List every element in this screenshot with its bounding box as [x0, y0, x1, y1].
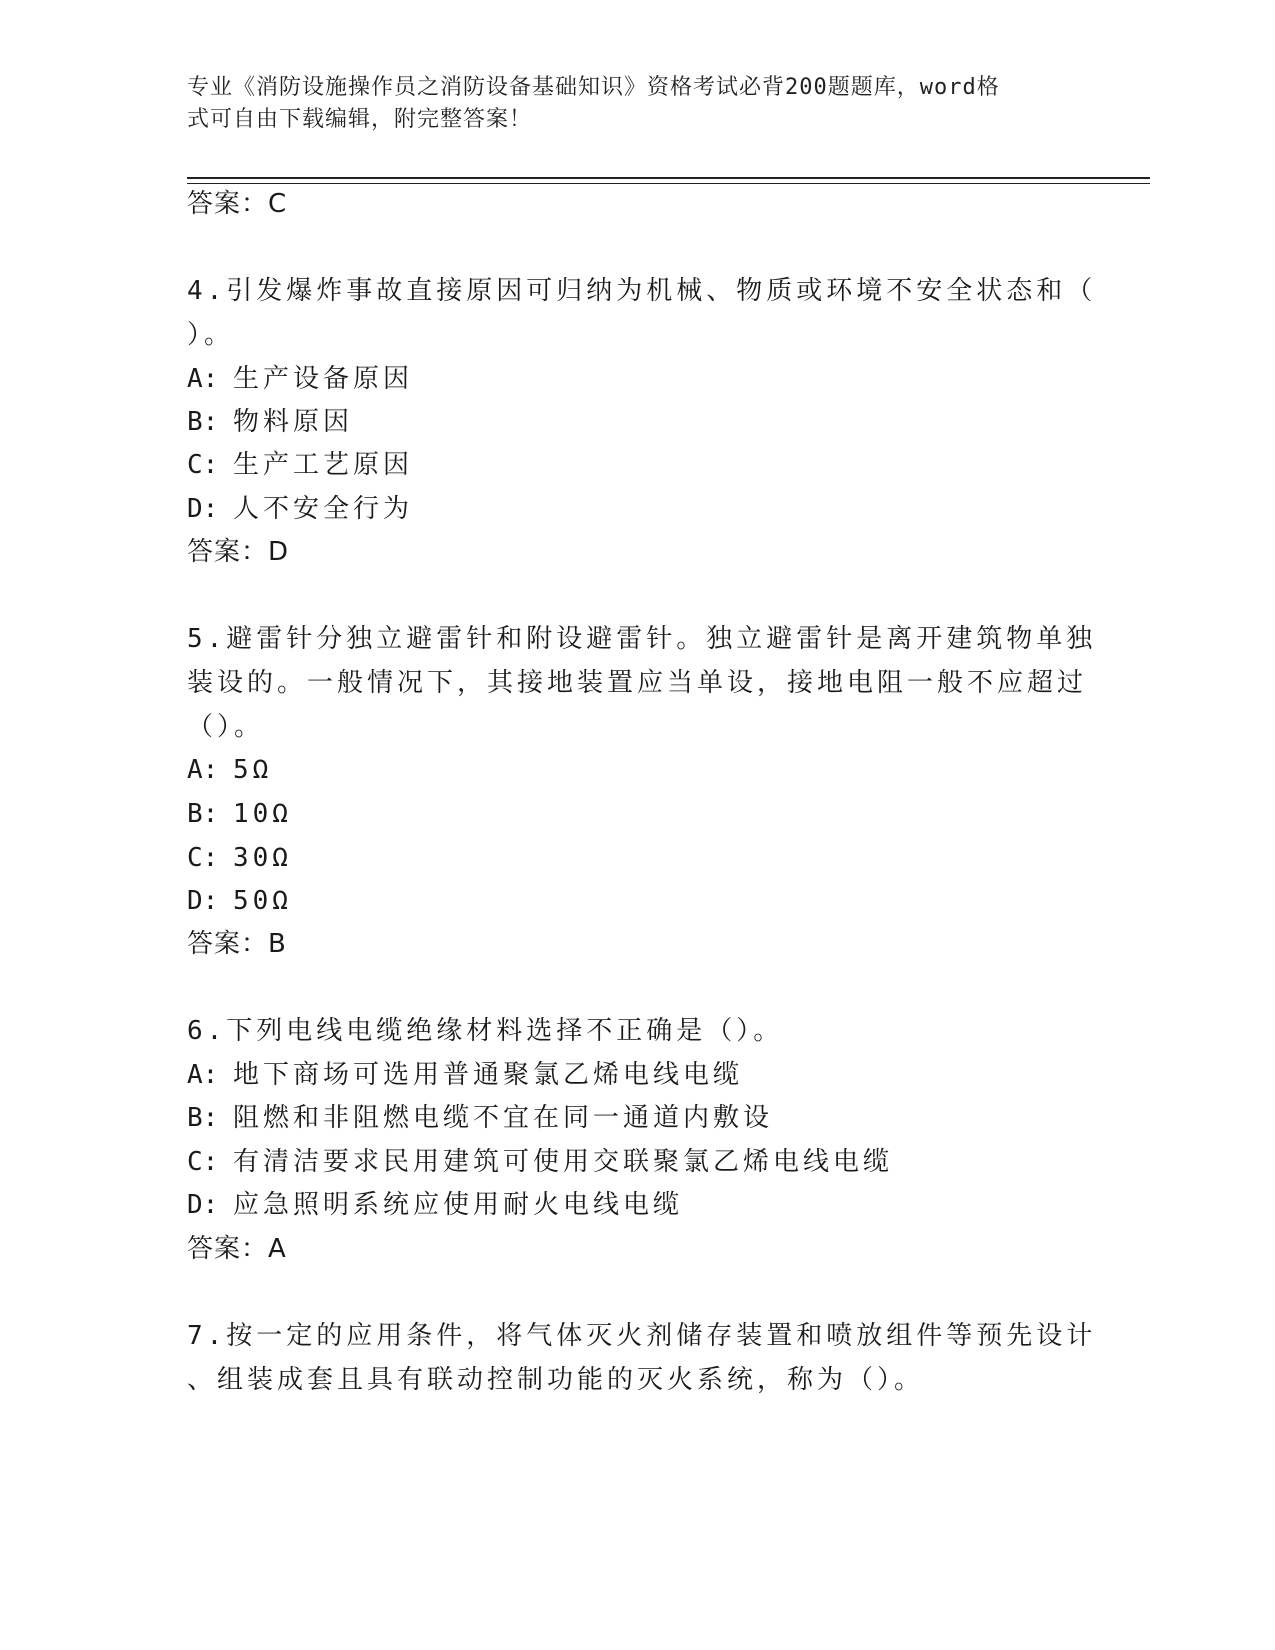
option-text: 生产设备原因 [233, 364, 414, 394]
header-line-1: 专业《消防设施操作员之消防设备基础知识》资格考试必背200题题库，word格 [187, 75, 1000, 100]
question-4-option-b [187, 404, 1087, 440]
previous-answer: 答案：C [187, 189, 288, 219]
option-text: 有清洁要求民用建筑可使用交联聚氯乙烯电线电缆 [233, 1147, 894, 1177]
header-rule-thin [187, 183, 1150, 184]
option-key: C: [187, 843, 219, 873]
question-5-option-a [187, 752, 1087, 788]
option-key: B: [187, 407, 219, 437]
option-text: 阻燃和非阻燃电缆不宜在同一通道内敷设 [233, 1103, 774, 1133]
question-5-option-d [187, 883, 1087, 919]
option-key: C: [187, 1147, 219, 1177]
question-4-option-c [187, 447, 1087, 483]
header-line-2: 式可自由下载编辑，附完整答案！ [187, 107, 533, 132]
option-text: 10Ω [233, 799, 292, 829]
option-key: D: [187, 1190, 219, 1220]
question-5-text-line-2: 装设的。一般情况下，其接地装置应当单设，接地电阻一般不应超过 [187, 668, 1088, 698]
question-6-answer: 答案：A [187, 1234, 287, 1264]
question-7-text-line-2: 、组装成套且具有联动控制功能的灭火系统，称为（）。 [187, 1365, 925, 1395]
question-6-option-d [187, 1187, 1087, 1223]
option-text: 50Ω [233, 886, 292, 916]
question-5-option-b [187, 796, 1087, 832]
question-7-text-line-1: 7.按一定的应用条件，将气体灭火剂储存装置和喷放组件等预先设计 [187, 1321, 1097, 1351]
option-key: A: [187, 1060, 219, 1090]
option-text: 5Ω [233, 755, 273, 785]
question-4-text-line-2: ）。 [187, 320, 235, 350]
option-text: 地下商场可选用普通聚氯乙烯电线电缆 [233, 1060, 744, 1090]
option-key: A: [187, 364, 219, 394]
page-header [187, 72, 1067, 136]
question-5-answer: 答案：B [187, 929, 287, 959]
header-rule-thick [187, 177, 1150, 179]
question-5-option-c [187, 840, 1087, 876]
question-6-text-line-1: 6.下列电线电缆绝缘材料选择不正确是（）。 [187, 1016, 784, 1046]
question-4-option-d [187, 491, 1087, 527]
question-6-option-c [187, 1144, 1087, 1180]
question-5-text-line-1: 5.避雷针分独立避雷针和附设避雷针。独立避雷针是离开建筑物单独 [187, 624, 1097, 654]
question-5-text-line-3: （）。 [187, 712, 265, 742]
option-key: D: [187, 494, 219, 524]
question-4-option-a [187, 361, 1087, 397]
option-key: B: [187, 799, 219, 829]
question-4-answer: 答案：D [187, 537, 290, 567]
option-key: A: [187, 755, 219, 785]
question-6-option-a [187, 1057, 1087, 1093]
option-text: 物料原因 [233, 407, 354, 437]
option-text: 人不安全行为 [233, 494, 414, 524]
option-text: 30Ω [233, 843, 292, 873]
option-key: D: [187, 886, 219, 916]
option-key: C: [187, 450, 219, 480]
question-4-text-line-1: 4.引发爆炸事故直接原因可归纳为机械、物质或环境不安全状态和（ [187, 276, 1097, 306]
option-text: 应急照明系统应使用耐火电线电缆 [233, 1190, 684, 1220]
option-text: 生产工艺原因 [233, 450, 414, 480]
option-key: B: [187, 1103, 219, 1133]
question-6-option-b [187, 1100, 1087, 1136]
